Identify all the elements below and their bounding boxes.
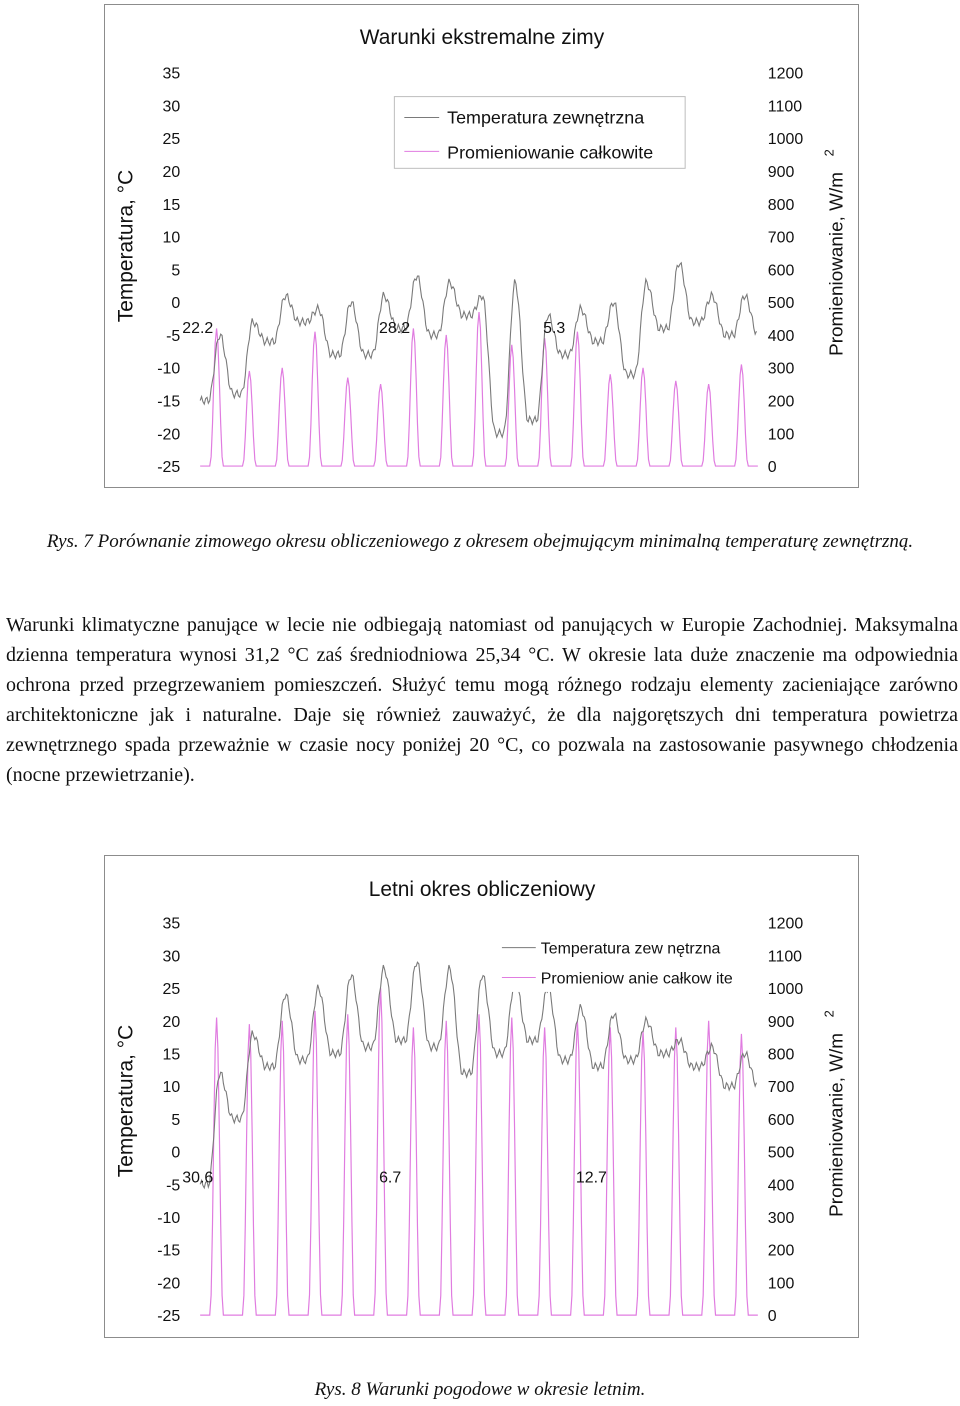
- legend-label-radiation: Promieniowanie całkowite: [447, 142, 654, 163]
- y-tick-label: 15: [162, 1046, 181, 1064]
- body-text: [6, 610, 958, 790]
- y-tick-label: -20: [157, 1275, 181, 1293]
- y-tick-label: 5: [171, 262, 181, 280]
- series-line-radiation: [200, 988, 758, 1315]
- chart-title: Warunki ekstremalne zimy: [359, 25, 605, 49]
- y2-tick-label: 600: [767, 262, 795, 280]
- y2-tick-label: 900: [767, 1013, 795, 1031]
- y-tick-label: 5: [171, 1111, 181, 1129]
- x-tick-label: 5.3: [543, 319, 566, 337]
- y2-tick-label: 1200: [767, 915, 804, 933]
- y-tick-label: 15: [162, 196, 181, 214]
- y2-tick-label: 500: [767, 295, 795, 313]
- x-tick-label: 12.7: [575, 1169, 607, 1187]
- figure-caption-7: Rys. 7 Porównanie zimowego okresu obliczeniowego z okresem obejmującym minimalną temperaturę zewnętrzną.: [46, 531, 914, 552]
- y-tick-label: 20: [162, 1013, 181, 1031]
- y2-tick-label: 200: [767, 1242, 795, 1260]
- y2-tick-label: 400: [767, 1177, 795, 1195]
- y-axis-left-label: Temperatura, °C: [114, 1024, 138, 1178]
- y2-tick-label: 800: [767, 1046, 795, 1064]
- legend-label-radiation: Promieniow anie całkow ite: [540, 970, 733, 988]
- y-tick-label: 25: [162, 981, 181, 999]
- y2-tick-label: 300: [767, 1209, 795, 1227]
- y2-tick-label: 100: [767, 1275, 795, 1293]
- legend-label-temperature: Temperatura zewnętrzna: [447, 107, 645, 128]
- y2-tick-label: 0: [767, 1308, 777, 1326]
- y-axis-left-label: Temperatura, °C: [114, 169, 138, 323]
- y2-tick-label: 1000: [767, 981, 804, 999]
- y-tick-label: 25: [162, 131, 181, 149]
- y-tick-label: -15: [157, 393, 181, 411]
- x-tick-label: 6.7: [379, 1169, 402, 1187]
- y2-tick-label: 600: [767, 1111, 795, 1129]
- y-tick-label: 30: [162, 98, 181, 116]
- y2-tick-label: 1100: [767, 948, 803, 966]
- y2-tick-label: 1100: [767, 98, 803, 116]
- y2-tick-label: 1000: [767, 131, 804, 149]
- y-tick-label: 35: [162, 65, 181, 83]
- y-tick-label: 0: [171, 1144, 181, 1162]
- y2-tick-label: 200: [767, 393, 795, 411]
- figure-caption-8: Rys. 8 Warunki pogodowe w okresie letnim.: [314, 1379, 646, 1400]
- y-tick-label: -10: [157, 1209, 181, 1227]
- y-tick-label: 10: [162, 229, 181, 247]
- legend: [496, 934, 743, 992]
- y2-tick-label: 700: [767, 1079, 795, 1097]
- series-line-radiation: [200, 312, 758, 466]
- y-tick-label: -25: [157, 1308, 181, 1326]
- legend-label-temperature: Temperatura zew nętrzna: [540, 940, 721, 958]
- chart-winter: [104, 4, 859, 488]
- y-axis-right-label: [822, 149, 848, 356]
- legend: [394, 97, 685, 169]
- y2-tick-label: 500: [767, 1144, 795, 1162]
- y2-tick-label: 800: [767, 196, 795, 214]
- chart-summer: [104, 855, 859, 1338]
- y-axis-right-label-sup: 2: [821, 1010, 837, 1018]
- y-tick-label: 30: [162, 948, 181, 966]
- x-tick-label: 30.6: [182, 1169, 214, 1187]
- chart-title: Letni okres obliczeniowy: [368, 877, 596, 901]
- svg-text:Promieniowanie, W/m: Promieniowanie, W/m: [826, 171, 848, 356]
- y-tick-label: -20: [157, 426, 181, 444]
- y-tick-label: 20: [162, 164, 181, 182]
- body-paragraph: Warunki klimatyczne panujące w lecie nie odbiegają natomiast od panujących w Europie Zachodniej. Maksymalna dzienna temperatura wynosi 31,2 °C zaś średniodniowa 25,34 °C. W okresie lata duże znaczenie ma odpowiednia ochrona przed przegrzewaniem pomieszczeń. Służyć temu mogą różnego rodzaju elementy zacieniające zarówno architektoniczne jak i naturalne. Daje się również zauważyć, że dla najgorętszych dni temperatura powietrza zewnętrznego spada przeważnie w czasie nocy poniżej 20 °C, co pozwala na zastosowanie pasywnego chłodzenia (nocne przewietrzanie).: [6, 614, 958, 786]
- x-tick-label: 28.2: [379, 319, 411, 337]
- y2-tick-label: 100: [767, 426, 795, 444]
- y-tick-label: 10: [162, 1079, 181, 1097]
- y-axis-right-label: [822, 1010, 848, 1217]
- y-tick-label: -15: [157, 1242, 181, 1260]
- y2-tick-label: 0: [767, 459, 777, 477]
- y-tick-label: 0: [171, 295, 181, 313]
- y-tick-label: -25: [157, 459, 181, 477]
- y2-tick-label: 1200: [767, 65, 804, 83]
- y-axis-right-label-sup: 2: [821, 149, 837, 157]
- y2-tick-label: 900: [767, 164, 795, 182]
- y2-tick-label: 400: [767, 327, 795, 345]
- y-tick-label: -5: [166, 327, 181, 345]
- y2-tick-label: 300: [767, 360, 795, 378]
- y-tick-label: -5: [166, 1177, 181, 1195]
- y2-tick-label: 700: [767, 229, 795, 247]
- x-tick-label: 22.2: [182, 319, 214, 337]
- y-tick-label: 35: [162, 915, 181, 933]
- y-tick-label: -10: [157, 360, 181, 378]
- svg-text:Promieniowanie, W/m: Promieniowanie, W/m: [826, 1032, 848, 1217]
